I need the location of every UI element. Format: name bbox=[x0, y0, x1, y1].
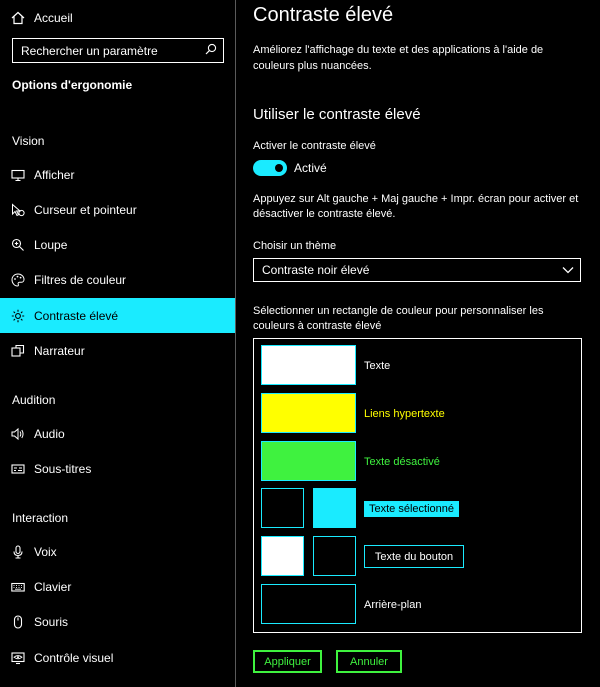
text-color-label: Texte bbox=[364, 360, 391, 372]
sidebar-item-display[interactable] bbox=[0, 157, 235, 192]
group-heading-audition: Audition bbox=[12, 393, 56, 407]
theme-selected-value: Contraste noir élevé bbox=[262, 263, 370, 277]
section-title: Options d'ergonomie bbox=[12, 78, 133, 92]
sidebar-item-cursor[interactable] bbox=[0, 192, 235, 227]
colors-intro-line-2: couleurs à contraste élevé bbox=[253, 320, 382, 332]
description-line-2: couleurs plus nuancées. bbox=[253, 60, 372, 72]
narrator-icon bbox=[0, 344, 34, 358]
shortcut-line-1: Appuyez sur Alt gauche + Maj gauche + Impr. écran pour activer et bbox=[253, 193, 579, 205]
sidebar-item-narrator[interactable] bbox=[0, 333, 235, 368]
sidebar-item-captions[interactable] bbox=[0, 451, 235, 486]
cursor-icon bbox=[0, 203, 34, 217]
section-subheading: Utiliser le contraste élevé bbox=[253, 106, 421, 123]
group-heading-vision: Vision bbox=[12, 134, 45, 148]
background-color-swatch[interactable] bbox=[261, 584, 356, 624]
sidebar-item-label: Contraste élevé bbox=[34, 308, 119, 323]
sidebar-item-high-contrast[interactable] bbox=[0, 298, 235, 333]
sidebar-item-label: Filtres de couleur bbox=[34, 272, 127, 287]
sidebar-item-label: Loupe bbox=[34, 237, 68, 252]
theme-label: Choisir un thème bbox=[253, 240, 337, 252]
home-link[interactable] bbox=[0, 0, 235, 35]
button-text-fg-swatch[interactable] bbox=[261, 536, 304, 576]
sidebar-item-label: Contrôle visuel bbox=[34, 650, 114, 665]
keyboard-icon bbox=[0, 580, 34, 594]
sidebar-item-color-filters[interactable] bbox=[0, 262, 235, 297]
apply-button[interactable]: Appliquer bbox=[253, 650, 322, 673]
disabled-text-color-swatch[interactable] bbox=[261, 441, 356, 481]
high-contrast-icon bbox=[0, 309, 34, 323]
text-color-swatch[interactable] bbox=[261, 345, 356, 385]
speaker-icon bbox=[0, 427, 34, 441]
search-icon[interactable] bbox=[205, 42, 217, 60]
search-box[interactable] bbox=[12, 38, 224, 63]
sidebar-item-label: Clavier bbox=[34, 579, 72, 594]
colors-intro-line-1: Sélectionner un rectangle de couleur pour personnaliser les bbox=[253, 305, 544, 317]
home-icon bbox=[0, 11, 34, 25]
home-label: Accueil bbox=[34, 10, 73, 25]
hyperlink-color-swatch[interactable] bbox=[261, 393, 356, 433]
shortcut-line-2: désactiver le contraste élevé. bbox=[253, 208, 396, 220]
sidebar-item-eye-control[interactable] bbox=[0, 640, 235, 675]
button-text-label: Texte du bouton bbox=[364, 545, 464, 568]
sidebar-item-voice[interactable] bbox=[0, 534, 235, 569]
magnifier-icon bbox=[0, 238, 34, 252]
background-color-label: Arrière-plan bbox=[364, 599, 422, 611]
sidebar-item-mouse[interactable] bbox=[0, 604, 235, 639]
selected-text-fg-swatch[interactable] bbox=[261, 488, 304, 528]
sidebar-item-label: Voix bbox=[34, 544, 57, 559]
microphone-icon bbox=[0, 545, 34, 559]
cancel-button[interactable]: Annuler bbox=[336, 650, 402, 673]
sidebar-item-label: Narrateur bbox=[34, 343, 85, 358]
toggle-state: Activé bbox=[294, 161, 327, 175]
disabled-text-color-label: Texte désactivé bbox=[364, 456, 440, 468]
sidebar-item-label: Audio bbox=[34, 426, 65, 441]
sidebar-item-keyboard[interactable] bbox=[0, 569, 235, 604]
high-contrast-toggle[interactable] bbox=[253, 160, 287, 176]
sidebar-item-label: Souris bbox=[34, 614, 69, 629]
display-icon bbox=[0, 168, 34, 182]
eye-control-icon bbox=[0, 651, 34, 665]
toggle-label: Activer le contraste élevé bbox=[253, 140, 376, 152]
group-heading-interaction: Interaction bbox=[12, 511, 69, 525]
selected-text-bg-swatch[interactable] bbox=[313, 488, 356, 528]
sidebar-item-label: Afficher bbox=[34, 167, 75, 182]
sidebar-item-label: Curseur et pointeur bbox=[34, 202, 137, 217]
color-panel bbox=[253, 338, 582, 633]
selected-text-label: Texte sélectionné bbox=[364, 501, 459, 517]
sidebar-item-magnifier[interactable] bbox=[0, 227, 235, 262]
mouse-icon bbox=[0, 615, 34, 629]
page-title: Contraste élevé bbox=[253, 4, 394, 26]
search-input[interactable] bbox=[21, 44, 201, 58]
hyperlink-color-label: Liens hypertexte bbox=[364, 408, 445, 420]
button-text-bg-swatch[interactable] bbox=[313, 536, 356, 576]
color-filter-icon bbox=[0, 273, 34, 287]
chevron-down-icon bbox=[562, 263, 574, 277]
sidebar bbox=[0, 0, 236, 687]
captions-icon bbox=[0, 462, 34, 476]
sidebar-item-label: Sous-titres bbox=[34, 461, 92, 476]
description-line-1: Améliorez l'affichage du texte et des applications à l'aide de bbox=[253, 44, 544, 56]
sidebar-item-audio[interactable] bbox=[0, 416, 235, 451]
toggle-knob bbox=[275, 164, 283, 172]
main-panel bbox=[237, 0, 600, 687]
theme-select[interactable] bbox=[253, 258, 581, 282]
